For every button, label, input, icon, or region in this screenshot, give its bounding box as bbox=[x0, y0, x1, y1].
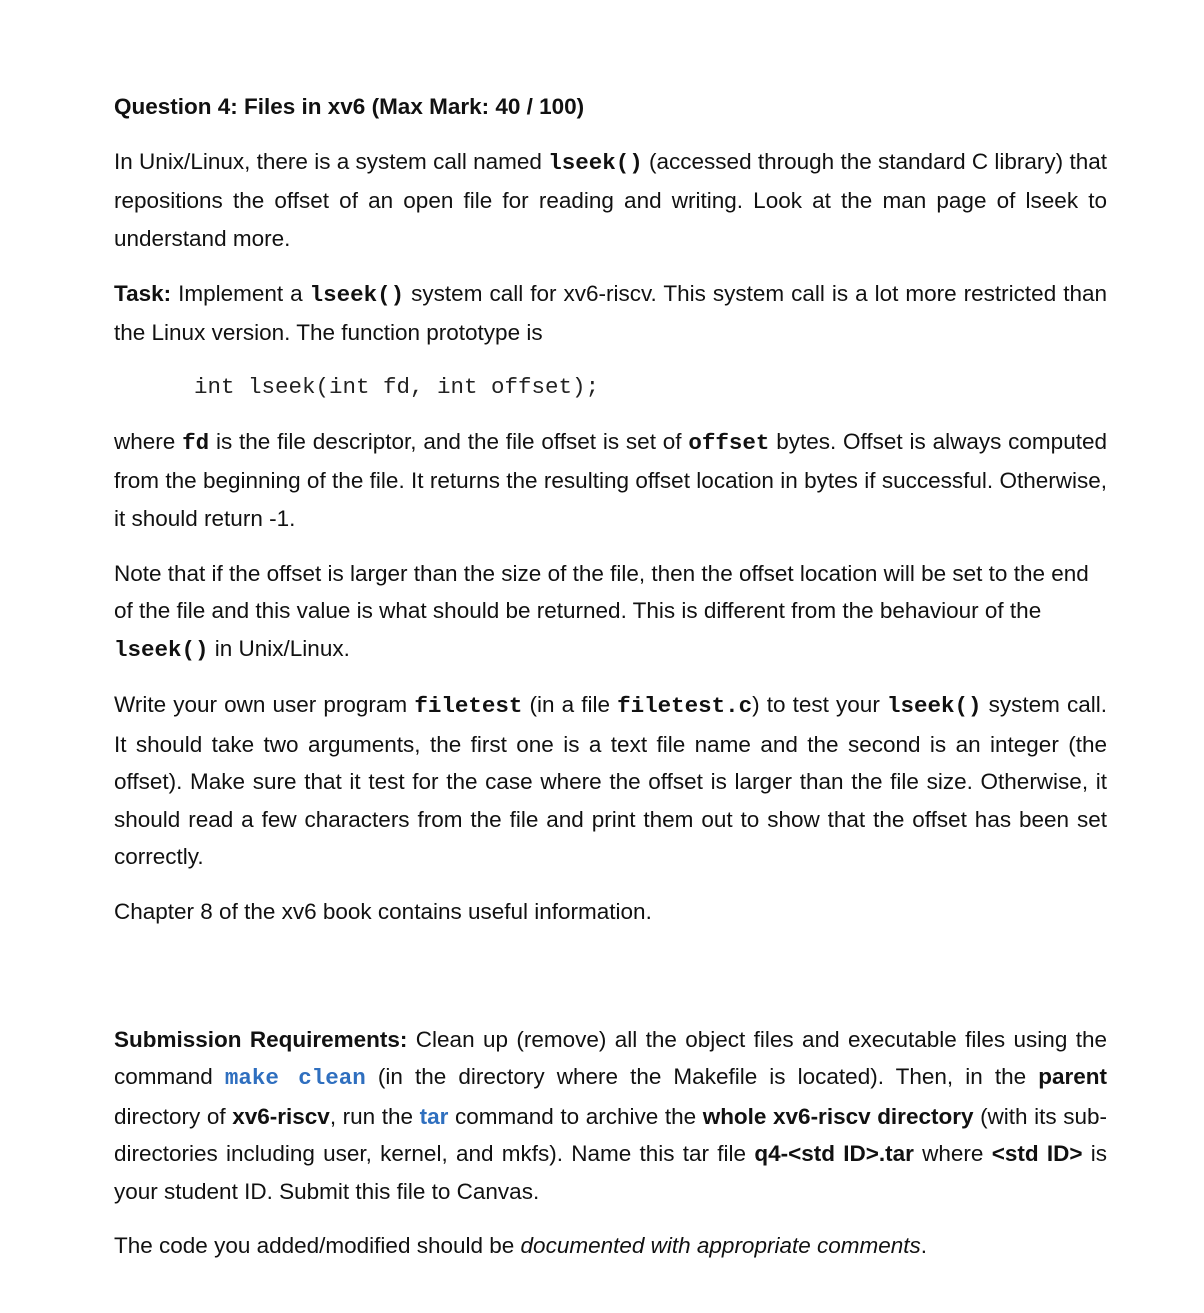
text: command to archive the bbox=[448, 1103, 703, 1129]
italic-documented: documented with appropriate comments bbox=[520, 1233, 921, 1259]
text: The code you added/modified should be bbox=[114, 1233, 521, 1259]
section-gap bbox=[114, 948, 1107, 1021]
paragraph-chapter-reference: Chapter 8 of the xv6 book contains useful information. bbox=[114, 899, 652, 924]
text: (in a file bbox=[522, 692, 618, 718]
paragraph-task bbox=[114, 275, 1107, 352]
text: directory of bbox=[114, 1103, 233, 1129]
paragraph-parameters bbox=[114, 423, 1107, 537]
bold-whole-directory: whole xv6-riscv directory bbox=[702, 1103, 974, 1129]
text: Note that if the offset is larger than the size of the file, then the offset location will be set to the end of the file and this value is what should be returned. This is different from the behaviour of the bbox=[114, 560, 1089, 624]
text: ) to test your bbox=[752, 692, 887, 718]
task-label: Task: bbox=[114, 280, 172, 306]
code-fd: fd bbox=[182, 430, 210, 457]
bold-tar-filename: q4-<std ID>.tar bbox=[754, 1141, 914, 1167]
text: in Unix/Linux. bbox=[208, 635, 350, 661]
text: . bbox=[920, 1233, 928, 1259]
code-filetest-c: filetest.c bbox=[617, 693, 753, 720]
command-tar: tar bbox=[419, 1103, 449, 1129]
paragraph-documentation bbox=[114, 1227, 1107, 1264]
paragraph-submission bbox=[114, 1021, 1107, 1210]
function-prototype: int lseek(int fd, int offset); bbox=[194, 374, 600, 401]
text: (with its sub-directories including user, kernel, and mkfs). Name this tar file bbox=[114, 1103, 1108, 1167]
question-heading: Question 4: Files in xv6 (Max Mark: 40 / 100) bbox=[114, 94, 585, 119]
code-filetest: filetest bbox=[414, 693, 523, 720]
text: Clean up (remove) all the object files and executable files using the command bbox=[114, 1026, 1107, 1090]
text: In Unix/Linux, there is a system call named bbox=[114, 149, 549, 174]
code-lseek: lseek() bbox=[548, 150, 643, 176]
document-page bbox=[114, 90, 1107, 1282]
bold-xv6-riscv: xv6-riscv bbox=[232, 1103, 330, 1129]
text: system call for xv6-riscv. This system call is a lot more restricted than the Linux version. The function prototype is bbox=[114, 280, 1107, 346]
text: (accessed through the standard C library) that repositions the offset of an open file for reading and writing. Look at the man page of lseek to understand more. bbox=[114, 149, 1107, 251]
bold-std-id: <std ID> bbox=[991, 1141, 1083, 1167]
command-make-clean: make clean bbox=[224, 1065, 366, 1092]
paragraph-intro bbox=[114, 143, 1107, 257]
bold-parent: parent bbox=[1038, 1064, 1107, 1090]
code-lseek: lseek() bbox=[886, 693, 982, 720]
text: bytes. Offset is always computed from the beginning of the file. It returns the resulting offset location in bytes if successful. Otherwise, it should return -1. bbox=[114, 429, 1107, 531]
text: where bbox=[114, 429, 183, 455]
text: system call. It should take two arguments, the first one is a text file name and the second is an integer (the offset). Make sure that it test for the case where the offset is larger than the file size. Otherwise, it should read a few characters from the file and print them out to show that the offset has been set correctly. bbox=[114, 692, 1107, 870]
code-lseek: lseek() bbox=[309, 281, 405, 308]
paragraph-note bbox=[114, 555, 1107, 669]
paragraph-user-program bbox=[114, 686, 1107, 875]
submission-label: Submission Requirements: bbox=[114, 1026, 408, 1052]
code-offset: offset bbox=[688, 430, 770, 457]
text: where bbox=[913, 1141, 992, 1167]
text: , run the bbox=[329, 1103, 420, 1129]
text: Write your own user program bbox=[114, 692, 415, 718]
text: is your student ID. Submit this file to Canvas. bbox=[114, 1141, 1108, 1204]
text: Implement a bbox=[171, 280, 310, 306]
text: (in the directory where the Makefile is located). Then, in the bbox=[365, 1064, 1039, 1090]
text: is the file descriptor, and the file offset is set of bbox=[209, 429, 689, 455]
code-lseek: lseek() bbox=[114, 636, 209, 663]
